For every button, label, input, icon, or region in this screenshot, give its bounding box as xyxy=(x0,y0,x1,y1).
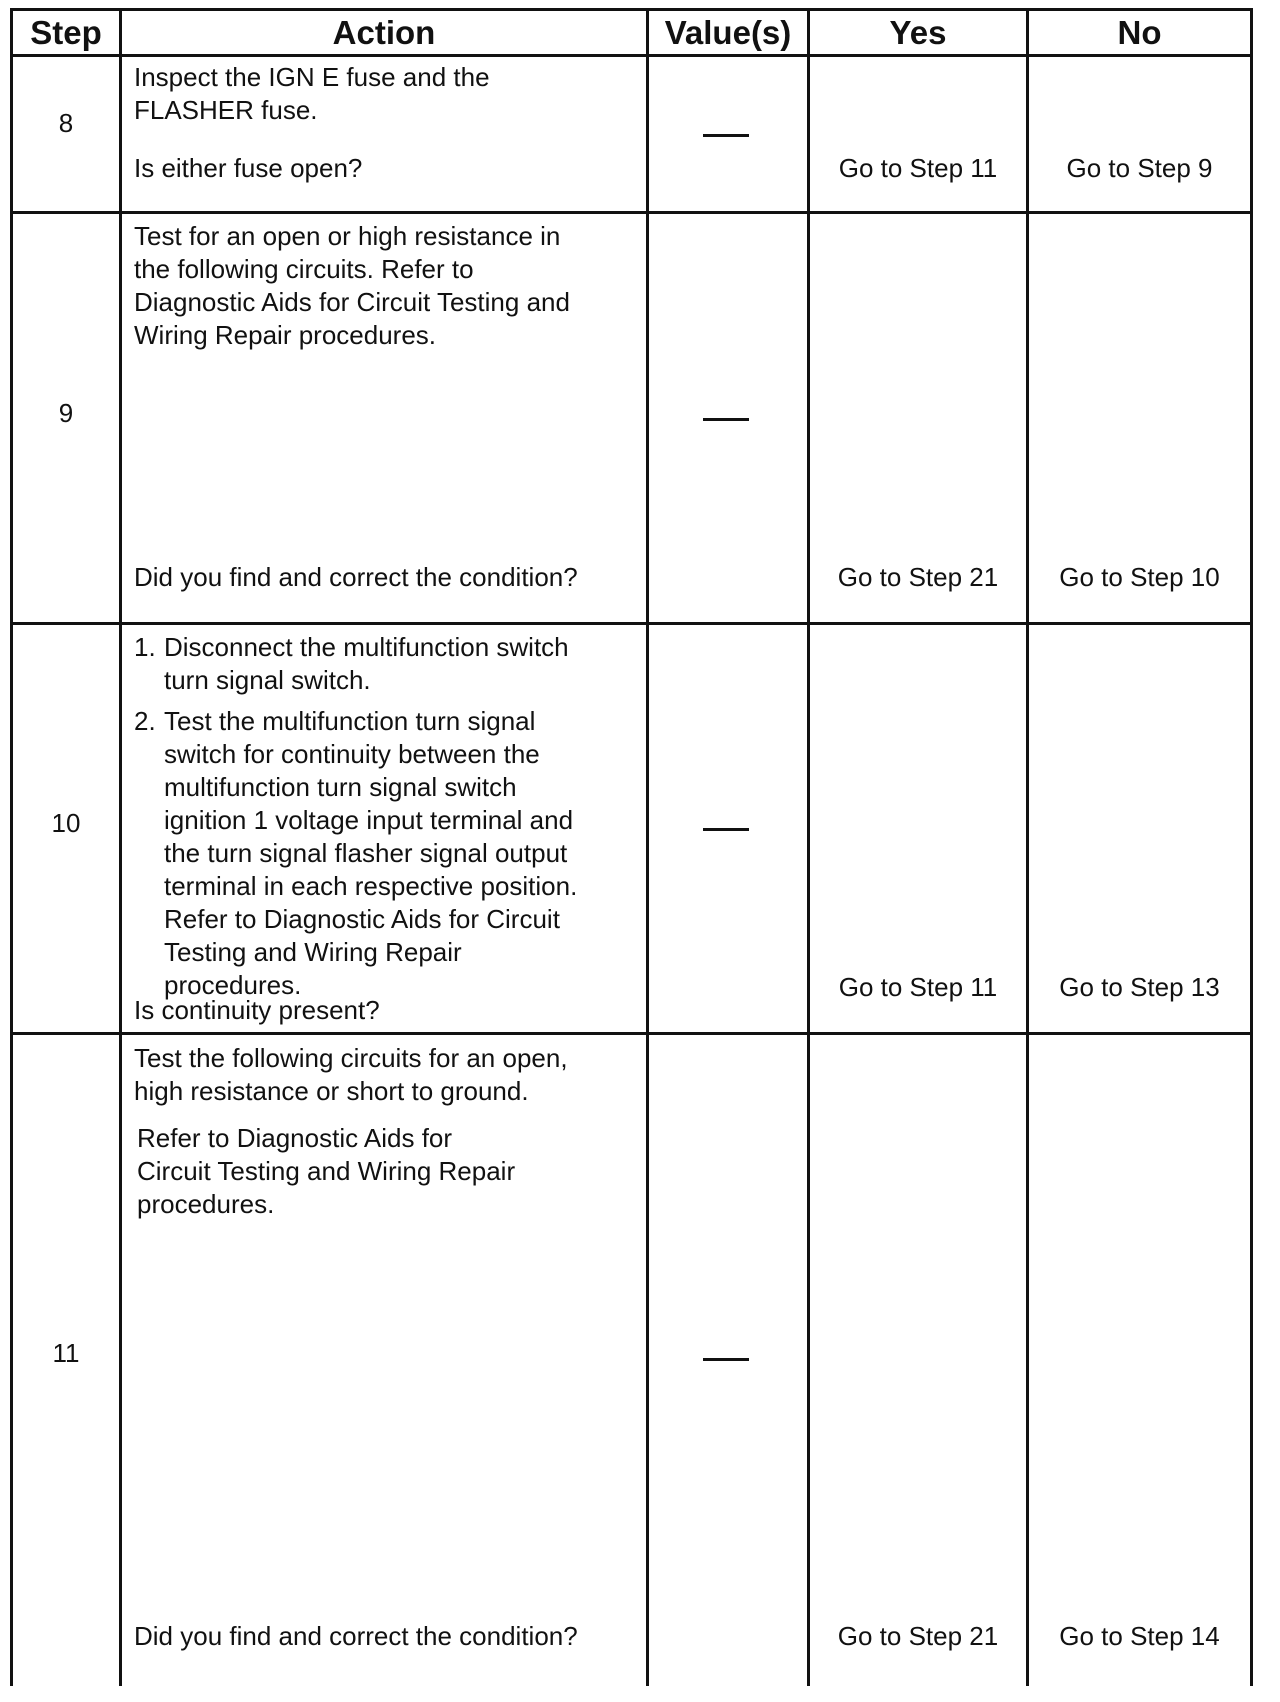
action-line: turn signal switch. xyxy=(164,665,371,695)
yes-link: Go to Step 21 xyxy=(837,1621,999,1651)
column-divider xyxy=(1026,8,1029,1686)
row-divider xyxy=(10,1032,1253,1035)
yes-link: Go to Step 11 xyxy=(838,972,998,1002)
header-no: No xyxy=(1117,14,1162,51)
action-line: Testing and Wiring Repair xyxy=(164,937,462,967)
yes-link: Go to Step 21 xyxy=(837,562,999,592)
table-border-left xyxy=(10,8,13,1686)
action-line: Inspect the IGN E fuse and the xyxy=(134,62,490,92)
action-line: the turn signal flasher signal output xyxy=(164,838,568,868)
no-link: Go to Step 14 xyxy=(1059,1621,1220,1651)
action-line: multifunction turn signal switch xyxy=(164,772,517,802)
header-step: Step xyxy=(30,14,102,51)
action-line: Circuit Testing and Wiring Repair xyxy=(137,1156,516,1186)
list-item xyxy=(134,705,639,1002)
step-number: 8 xyxy=(58,108,74,138)
row-divider xyxy=(10,622,1253,625)
action-line: Test for an open or high resistance in xyxy=(134,221,561,251)
action-text xyxy=(134,1042,639,1108)
action-line: Wiring Repair procedures. xyxy=(134,320,437,350)
action-line: Refer to Diagnostic Aids for xyxy=(137,1123,453,1153)
list-number: 1. xyxy=(134,632,156,662)
diagnostic-table xyxy=(10,8,1253,1686)
action-line: procedures. xyxy=(137,1189,275,1219)
action-text xyxy=(134,61,639,127)
column-divider xyxy=(807,8,810,1686)
action-line: the following circuits. Refer to xyxy=(134,254,474,284)
header-yes: Yes xyxy=(889,14,947,51)
step-number: 10 xyxy=(51,808,81,838)
question-text: Did you find and correct the condition? xyxy=(134,562,578,592)
header-action: Action xyxy=(332,14,436,51)
action-text-2 xyxy=(137,1122,642,1221)
yes-link: Go to Step 11 xyxy=(838,153,998,183)
no-link: Go to Step 9 xyxy=(1066,153,1213,183)
action-line: high resistance or short to ground. xyxy=(134,1076,529,1106)
table-border-right xyxy=(1250,8,1253,1686)
value-dash xyxy=(703,1358,749,1361)
row-divider xyxy=(10,211,1253,214)
value-dash xyxy=(703,134,749,137)
action-line: Test the following circuits for an open, xyxy=(134,1043,568,1073)
value-dash xyxy=(703,828,749,831)
action-line: Disconnect the multifunction switch xyxy=(164,632,569,662)
action-steps-list xyxy=(134,631,639,1002)
action-text xyxy=(134,220,639,352)
list-item xyxy=(134,631,639,697)
step-number: 11 xyxy=(52,1338,80,1368)
action-line: Test the multifunction turn signal xyxy=(164,706,536,736)
step-number: 9 xyxy=(58,398,74,428)
action-line: ignition 1 voltage input terminal and xyxy=(164,805,574,835)
column-divider xyxy=(119,8,122,1686)
header-divider xyxy=(10,54,1253,57)
no-link: Go to Step 13 xyxy=(1059,972,1220,1002)
value-dash xyxy=(703,418,749,421)
action-line: Refer to Diagnostic Aids for Circuit xyxy=(164,904,560,934)
header-values: Value(s) xyxy=(664,14,792,51)
question-text: Is continuity present? xyxy=(134,995,380,1025)
list-number: 2. xyxy=(134,706,156,736)
action-line: procedures. xyxy=(164,970,302,1000)
action-line: FLASHER fuse. xyxy=(134,95,318,125)
column-divider xyxy=(646,8,649,1686)
action-line: switch for continuity between the xyxy=(164,739,540,769)
question-text: Is either fuse open? xyxy=(134,153,363,183)
action-line: Diagnostic Aids for Circuit Testing and xyxy=(134,287,570,317)
action-line: terminal in each respective position. xyxy=(164,871,578,901)
question-text: Did you find and correct the condition? xyxy=(134,1621,578,1651)
action-text xyxy=(134,631,639,1002)
no-link: Go to Step 10 xyxy=(1059,562,1220,592)
